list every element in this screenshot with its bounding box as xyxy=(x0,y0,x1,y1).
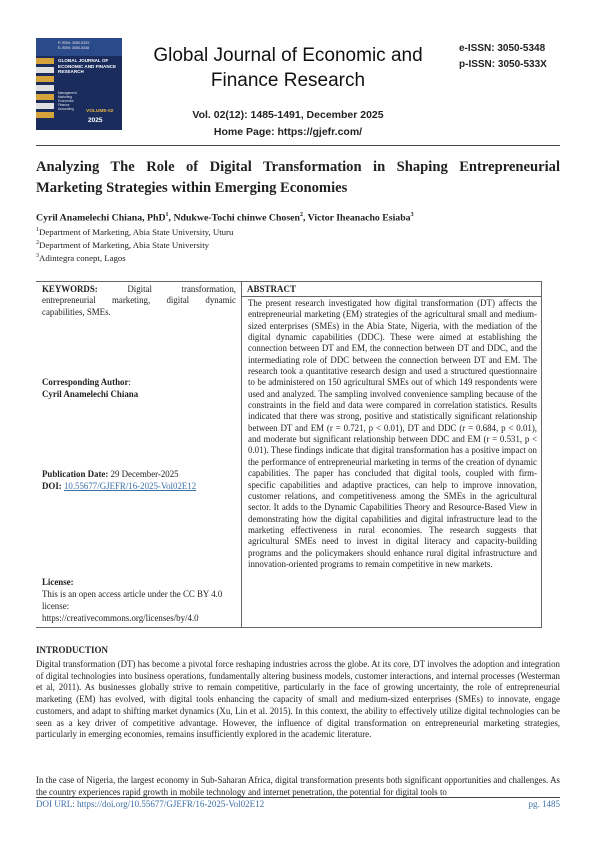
cover-title: GLOBAL JOURNAL OF ECONOMIC AND FINANCE RESEARCH xyxy=(58,58,117,75)
keywords-label: KEYWORDS: xyxy=(42,284,98,294)
paper-title: Analyzing The Role of Digital Transformation in Shaping Entrepreneurial Marketing Strategies within Emerging Economies xyxy=(36,159,560,196)
affiliation: $^1$Department of Marketing, Abia State University, Uturu xyxy=(36,227,234,237)
corresponding-author-block: Corresponding Author: Cyril Anamelechi Chiana xyxy=(42,377,139,399)
affiliation: $^2$Department of Marketing, Abia State University xyxy=(36,240,210,250)
publication-date: 29 December-2025 xyxy=(110,469,179,479)
introduction-paragraph: Digital transformation (DT) has become a pivotal force reshaping industries across the globe. At its core, DT involves the adoption and integration of digital technologies into business operations, fundamentally altering business models, customer interactions, and internal processes (Westerman et al, 2011). As businesses globally strive to remain competitive, particularly in the face of growing uncertainty, the role of entrepreneurial marketing (EM) has evolved, with digital tools enhancing the capacity of small and medium-sized enterprises (SMEs) to innovate, engage customers, and adapt to shifting market dynamics (Xu, Lin et al. 2015). In this context, the ability to effectively utilize digital technologies can be seen as a key driver of competitive advantage. However, the influence of digital transformation on entrepreneurial marketing strategies, particularly in emerging economies, remains insufficiently explored in the academic literature. xyxy=(36,659,560,740)
cover-volume: VOLUME-02 xyxy=(86,109,114,114)
abstract-text: The present research investigated how digital transformation (DT) affects the entrepreneurial marketing (EM) strategies of the agricultural small and medium-sized enterprises (SMEs) in the Abia State, Nigeria, with the mediation of the digital dynamic capabilities (DDC). These were aimed at establishing the connection between DT and EM, the connection between DT and DDC, and the intermediating role of DDC between the connection between DT and EM. The research took a quantitative research design and used a structured questionnaire to be administered on 150 agricultural SMEs out of which 149 respondents were used and analyzed. The sampling involved convenience sampling because of the constraints in the field and data were compared in correlation statistics. Results indicated that there was strong, positive and statistically significant relationship between DT and EM (r = 0.721, p < 0.01), DT and DDC (r = 0.684, p < 0.01), and moderate but significant relationship between DDC and EM (r = 0.531, p < 0.01). These findings indicate that digital transformation has a positive impact on the performance of entrepreneurial marketing in terms of the creation of dynamic capabilities. The paper has concluded that digital tools, coupled with firm-specific capabilities and adaptive practices, can help to improve innovation, customer relations, and competitiveness among the SMEs in the agricultural sector. It adds to the Dynamic Capabilities Theory and Resource-Based View in demonstrating how the digital capabilities and digital infrastructure lead to the marketing effectiveness in rural economies. The research suggests that agricultural SMEs need to invest in digital literacy and capacity-building programs and the policymakers should enhance rural digital infrastructure and innovation-oriented programs to remain competitive in new markets. xyxy=(248,298,537,569)
doi-label: DOI: xyxy=(42,481,62,491)
author-name: Cyril Anamelechi Chiana, PhD xyxy=(36,212,166,224)
volume-info: Vol. 02(12): 1485-1491, December 2025 xyxy=(192,109,384,121)
abstract-heading: ABSTRACT xyxy=(247,284,297,294)
introduction-paragraph: In the case of Nigeria, the largest economy in Sub-Saharan Africa, digital transformation presents both significant opportunities and challenges. As the country experiences rapid growth in mobile technology and internet penetration, the potential for digital tools to xyxy=(36,775,560,797)
cover-issn: P-ISSN: 3050-533X E-ISSN: 3050-5348 xyxy=(58,41,90,50)
author-name: Ndukwe-Tochi chinwe Chosen xyxy=(173,212,300,224)
keywords-block xyxy=(42,284,236,318)
license-label: License: xyxy=(42,577,74,587)
cover-topics: Management Marketing Economics Finance Accounting xyxy=(58,91,77,112)
abstract-divider xyxy=(242,296,541,297)
home-page-link[interactable]: Home Page: https://gjefr.com/ xyxy=(213,126,363,138)
publication-date-label: Publication Date: xyxy=(42,469,109,479)
license-url[interactable]: https://creativecommons.org/licenses/by/4.0 xyxy=(42,613,199,623)
author-list: Cyril Anamelechi Chiana, PhD$^1$, Ndukwe-Tochi chinwe Chosen$^2$, Victor Iheanacho Esiaba$^3$ xyxy=(36,212,414,224)
header-divider xyxy=(36,145,560,146)
footer-divider xyxy=(36,797,560,798)
author-name: Victor Iheanacho Esiaba xyxy=(307,212,411,224)
cover-year: 2025 xyxy=(88,117,103,124)
journal-title: Global Journal of Economic and Finance Research xyxy=(153,45,423,91)
affiliation: $^3$Adintegra conept, Lagos xyxy=(36,253,126,263)
e-issn: e-ISSN: 3050-5348 xyxy=(459,43,546,54)
keywords: Digital transformation, entrepreneurial marketing, digital dynamic capabilities, SMEs. xyxy=(42,284,236,317)
journal-cover-image xyxy=(36,38,122,130)
corresponding-author-name: Cyril Anamelechi Chiana xyxy=(42,389,139,399)
cover-decoration xyxy=(36,58,54,128)
footer-doi-url[interactable]: DOI URL: https://doi.org/10.55677/GJEFR/16-2025-Vol02E12 xyxy=(36,799,265,809)
license-text: This is an open access article under the CC BY 4.0 license: xyxy=(42,589,223,611)
introduction-heading: INTRODUCTION xyxy=(36,645,109,655)
license-block xyxy=(42,576,238,624)
p-issn: p-ISSN: 3050-533X xyxy=(459,59,547,70)
page-number: pg. 1485 xyxy=(528,799,560,809)
column-divider xyxy=(241,281,242,628)
corresponding-author-label: Corresponding Author xyxy=(42,377,129,387)
publication-info-block xyxy=(42,468,242,492)
doi-link[interactable]: 10.55677/GJEFR/16-2025-Vol02E12 xyxy=(63,481,197,491)
